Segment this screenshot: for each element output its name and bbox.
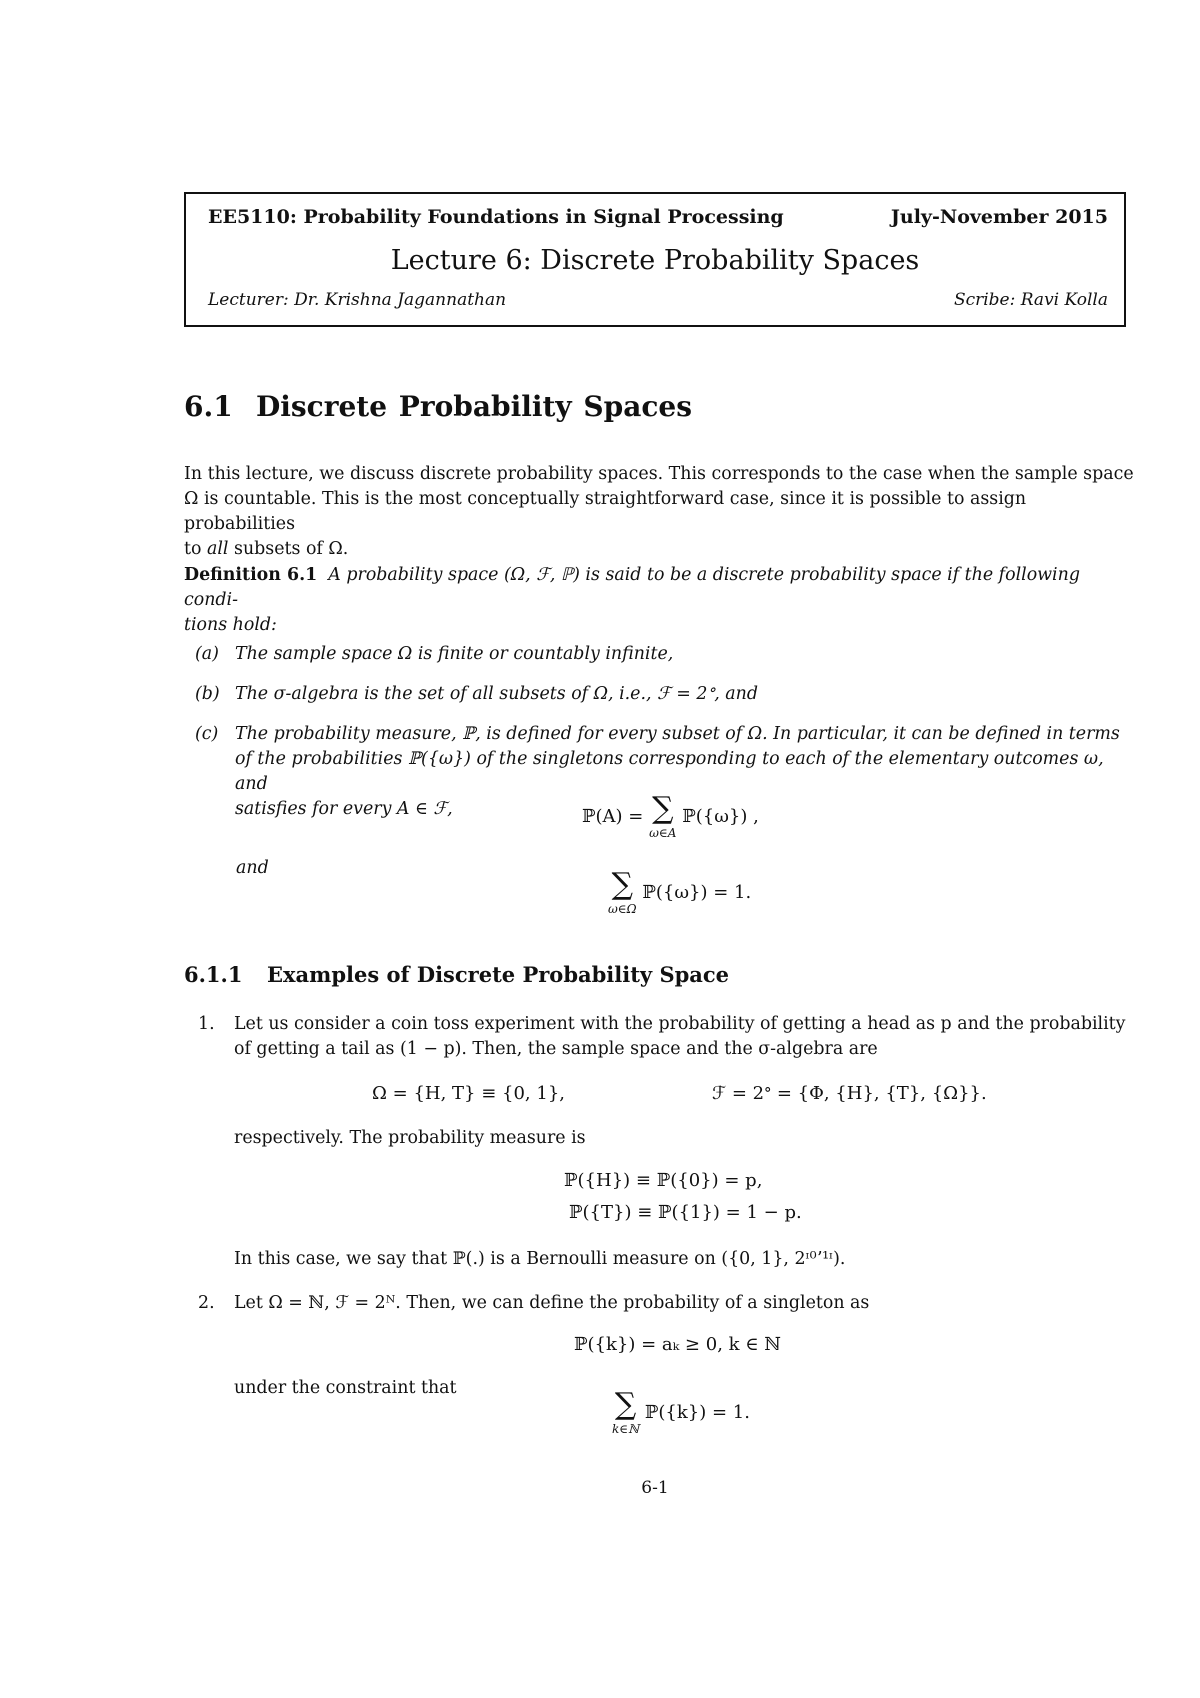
emphasis-all: all bbox=[207, 539, 229, 559]
course-title: EE5110: Probability Foundations in Signal Processing bbox=[208, 206, 784, 228]
intro-line-1: In this lecture, we discuss discrete probability spaces. This corresponds to the case when the sample space bbox=[184, 464, 1134, 484]
sum-symbol: ∑ k∈ℕ bbox=[612, 1387, 640, 1436]
course-term: July-November 2015 bbox=[890, 206, 1108, 228]
definition-block bbox=[184, 563, 1134, 638]
definition-line-2: tions hold: bbox=[184, 615, 277, 635]
example-1-respectively: respectively. The probability measure is bbox=[234, 1128, 586, 1148]
scribe-name: Scribe: Ravi Kolla bbox=[953, 290, 1108, 310]
section-title: Discrete Probability Spaces bbox=[256, 390, 693, 423]
definition-item-b: (b) The σ-algebra is the set of all subsets of Ω, i.e., ℱ = 2ᐤ, and bbox=[195, 684, 758, 704]
sum-symbol: ∑ ω∈Ω bbox=[608, 867, 637, 916]
equation-measure-sum: ℙ(A) = ∑ ω∈A ℙ({ω}) , bbox=[582, 791, 759, 840]
subsection-number: 6.1.1 bbox=[184, 962, 243, 987]
definition-item-c: (c) The probability measure, ℙ, is defined for every subset of Ω. In particular, it can be defined in terms of the probabilities ℙ({ω}) of the singletons corresponding to each of the elementary outcomes ω, and satisfies for every A ∈ ℱ, bbox=[195, 724, 1120, 819]
lecturer-name: Lecturer: Dr. Krishna Jagannathan bbox=[208, 290, 507, 310]
and-word: and bbox=[236, 858, 269, 878]
section-number: 6.1 bbox=[184, 390, 233, 423]
equation-constraint-sum: ∑ k∈ℕ ℙ({k}) = 1. bbox=[612, 1387, 750, 1436]
lecture-title: Lecture 6: Discrete Probability Spaces bbox=[390, 245, 920, 276]
page-number: 6-1 bbox=[641, 1478, 669, 1498]
definition-line-1: Definition 6.1 A probability space (Ω, ℱ, ℙ) is said to be a discrete probability space if the following condi- bbox=[184, 565, 1080, 610]
equation-prob-head: ℙ({H}) ≡ ℙ({0}) = p, bbox=[564, 1170, 763, 1191]
example-2: 2. Let Ω = ℕ, ℱ = 2ᴺ. Then, we can define the probability of a singleton as bbox=[198, 1293, 870, 1313]
intro-paragraph bbox=[184, 462, 1134, 562]
section-heading bbox=[184, 390, 692, 423]
sum-symbol: ∑ ω∈A bbox=[649, 791, 677, 840]
definition-item-a: (a) The sample space Ω is finite or countably infinite, bbox=[195, 644, 674, 664]
example-2-constraint: under the constraint that bbox=[234, 1378, 457, 1398]
example-1-bernoulli: In this case, we say that ℙ(.) is a Bernoulli measure on ({0, 1}, 2ᶦ⁰ʼ¹ᶦ). bbox=[234, 1249, 846, 1269]
intro-line-3: to all subsets of Ω. bbox=[184, 539, 349, 559]
equation-sigma-algebra: ℱ = 2ᐤ = {Φ, {H}, {T}, {Ω}}. bbox=[712, 1083, 987, 1104]
equation-prob-tail: ℙ({T}) ≡ ℙ({1}) = 1 − p. bbox=[569, 1202, 802, 1223]
subsection-title: Examples of Discrete Probability Space bbox=[267, 962, 730, 987]
equation-sample-space: Ω = {H, T} ≡ {0, 1}, bbox=[372, 1083, 565, 1104]
example-1: 1. Let us consider a coin toss experiment with the probability of getting a head as p and the probability of getting a tail as (1 − p). Then, the sample space and the σ-algebra are bbox=[198, 1014, 1126, 1059]
intro-line-2: Ω is countable. This is the most conceptually straightforward case, since it is possible to assign probabilities bbox=[184, 489, 1027, 534]
subsection-heading bbox=[184, 962, 729, 987]
equation-singleton: ℙ({k}) = aₖ ≥ 0, k ∈ ℕ bbox=[574, 1334, 781, 1355]
equation-normalization: ∑ ω∈Ω ℙ({ω}) = 1. bbox=[608, 867, 752, 916]
definition-label: Definition 6.1 bbox=[184, 565, 318, 585]
